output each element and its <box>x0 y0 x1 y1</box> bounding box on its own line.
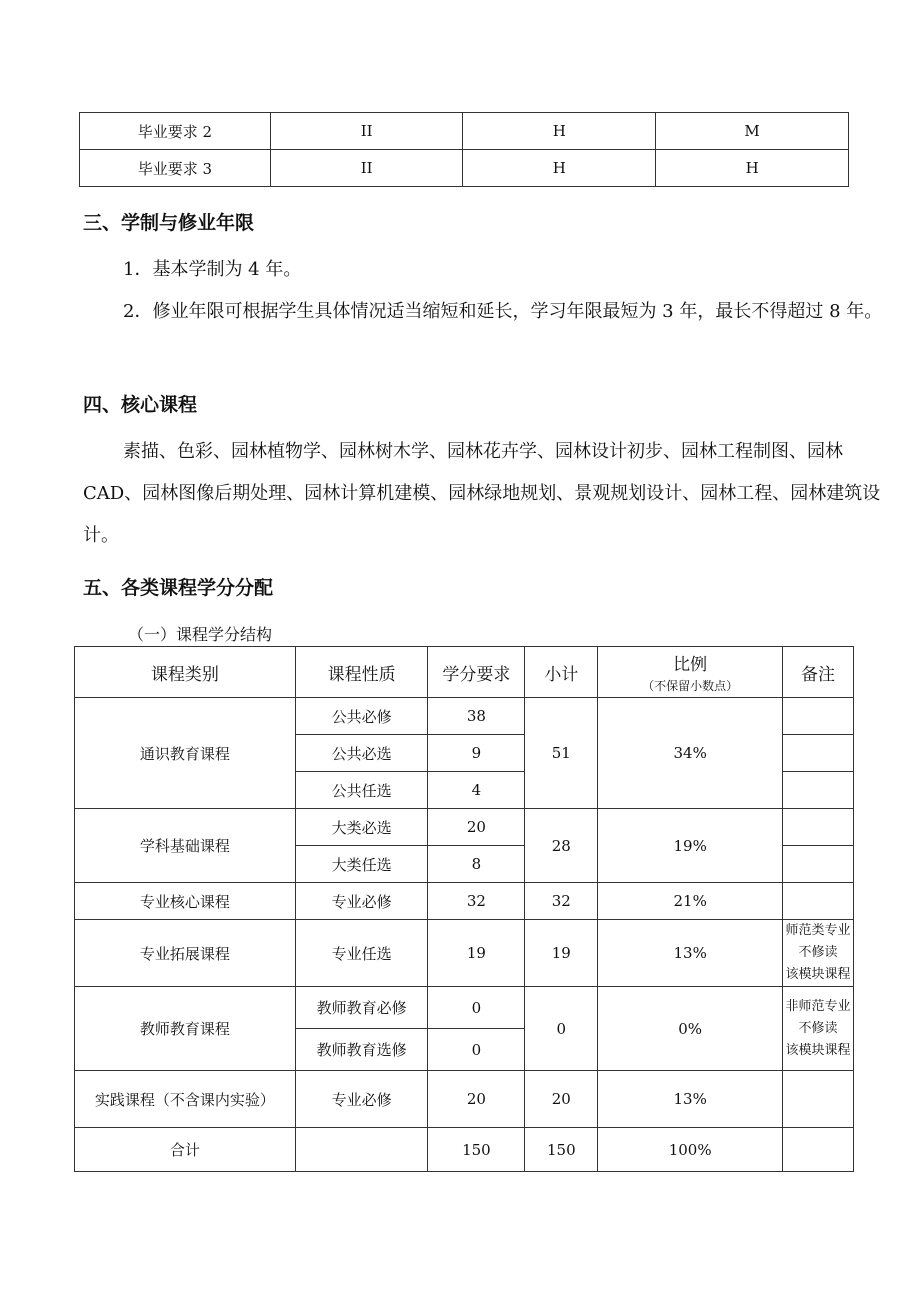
requirement-label: 毕业要求 2 <box>80 113 271 150</box>
nature-cell: 教师教育必修 <box>295 987 428 1029</box>
ratio-cell: 34% <box>598 698 783 809</box>
header-remarks: 备注 <box>783 647 854 698</box>
ratio-cell: 100% <box>598 1128 783 1172</box>
subtotal-cell: 0 <box>525 987 598 1071</box>
credits-cell: 19 <box>428 920 525 987</box>
credits-cell: 0 <box>428 1029 525 1071</box>
credits-cell: 4 <box>428 772 525 809</box>
credit-structure-table <box>74 646 854 1172</box>
header-nature: 课程性质 <box>295 647 428 698</box>
header-category: 课程类别 <box>75 647 296 698</box>
remark-cell <box>783 920 854 987</box>
header-ratio-note: （不保留小数点） <box>642 679 739 693</box>
credits-cell: 8 <box>428 846 525 883</box>
header-ratio-label: 比例 <box>673 655 708 675</box>
credits-cell: 150 <box>428 1128 525 1172</box>
table-header-row <box>75 647 854 698</box>
ratio-cell: 19% <box>598 809 783 883</box>
remark-cell <box>783 698 854 735</box>
header-subtotal: 小计 <box>525 647 598 698</box>
remark-cell <box>783 735 854 772</box>
nature-cell: 大类任选 <box>295 846 428 883</box>
table-cell: II <box>270 150 463 187</box>
subtotal-cell: 32 <box>525 883 598 920</box>
table-cell: M <box>656 113 849 150</box>
section-heading-duration: 三、学制与修业年限 <box>83 212 255 234</box>
subtotal-cell: 20 <box>525 1071 598 1128</box>
remark-line: 师范类专业不修读 <box>785 923 851 960</box>
table-cell: H <box>463 113 656 150</box>
table-row-total <box>75 1128 854 1172</box>
remark-line: 非师范专业不修读 <box>785 998 851 1036</box>
table-cell: H <box>656 150 849 187</box>
header-credits: 学分要求 <box>428 647 525 698</box>
table-row <box>75 698 854 735</box>
paragraph-study-years: 2．修业年限可根据学生具体情况适当缩短和延长，学习年限最短为 3 年，最长不得超过 8 年。 <box>123 301 883 322</box>
subheading-credit-structure: （一）课程学分结构 <box>128 625 273 644</box>
paragraph-basic-duration: 1．基本学制为 4 年。 <box>123 259 302 280</box>
nature-cell: 公共必选 <box>295 735 428 772</box>
remark-cell <box>783 1071 854 1128</box>
subtotal-cell: 150 <box>525 1128 598 1172</box>
table-row <box>75 883 854 920</box>
remark-cell <box>783 846 854 883</box>
ratio-cell: 21% <box>598 883 783 920</box>
table-row <box>80 113 849 150</box>
header-ratio <box>598 647 783 698</box>
category-cell: 实践课程（不含课内实验） <box>75 1071 296 1128</box>
table-row <box>75 920 854 987</box>
remark-cell <box>783 809 854 846</box>
nature-cell: 教师教育选修 <box>295 1029 428 1071</box>
nature-cell: 专业任选 <box>295 920 428 987</box>
credits-cell: 38 <box>428 698 525 735</box>
ratio-cell: 0% <box>598 987 783 1071</box>
nature-cell: 专业必修 <box>295 1071 428 1128</box>
section-heading-core-courses: 四、核心课程 <box>83 394 198 416</box>
remark-cell <box>783 883 854 920</box>
remark-cell <box>783 772 854 809</box>
table-row <box>75 809 854 846</box>
subtotal-cell: 19 <box>525 920 598 987</box>
subtotal-cell: 51 <box>525 698 598 809</box>
total-label: 合计 <box>75 1128 296 1172</box>
table-row <box>80 150 849 187</box>
nature-cell: 大类必选 <box>295 809 428 846</box>
category-cell: 通识教育课程 <box>75 698 296 809</box>
credits-cell: 20 <box>428 809 525 846</box>
requirement-label: 毕业要求 3 <box>80 150 271 187</box>
remark-line: 该模块课程 <box>785 967 851 982</box>
table-row <box>75 1071 854 1128</box>
paragraph-core-courses: 素描、色彩、园林植物学、园林树木学、园林花卉学、园林设计初步、园林工程制图、园林 CAD、园林图像后期处理、园林计算机建模、园林绿地规划、景观规划设计、园林工程、园林建筑设计。 <box>83 441 881 546</box>
table-cell: II <box>270 113 463 150</box>
remark-cell <box>783 1128 854 1172</box>
remark-cell <box>783 987 854 1071</box>
credits-cell: 32 <box>428 883 525 920</box>
category-cell: 教师教育课程 <box>75 987 296 1071</box>
credits-cell: 20 <box>428 1071 525 1128</box>
credits-cell: 0 <box>428 987 525 1029</box>
table-row <box>75 987 854 1029</box>
nature-cell: 专业必修 <box>295 883 428 920</box>
category-cell: 学科基础课程 <box>75 809 296 883</box>
nature-cell: 公共任选 <box>295 772 428 809</box>
credits-cell: 9 <box>428 735 525 772</box>
category-cell: 专业拓展课程 <box>75 920 296 987</box>
ratio-cell: 13% <box>598 920 783 987</box>
remark-line: 该模块课程 <box>785 1042 851 1058</box>
table-cell: H <box>463 150 656 187</box>
nature-cell: 公共必修 <box>295 698 428 735</box>
section-heading-credit-distribution: 五、各类课程学分分配 <box>83 577 274 599</box>
graduation-requirements-table <box>79 112 849 187</box>
ratio-cell: 13% <box>598 1071 783 1128</box>
nature-cell <box>295 1128 428 1172</box>
subtotal-cell: 28 <box>525 809 598 883</box>
category-cell: 专业核心课程 <box>75 883 296 920</box>
